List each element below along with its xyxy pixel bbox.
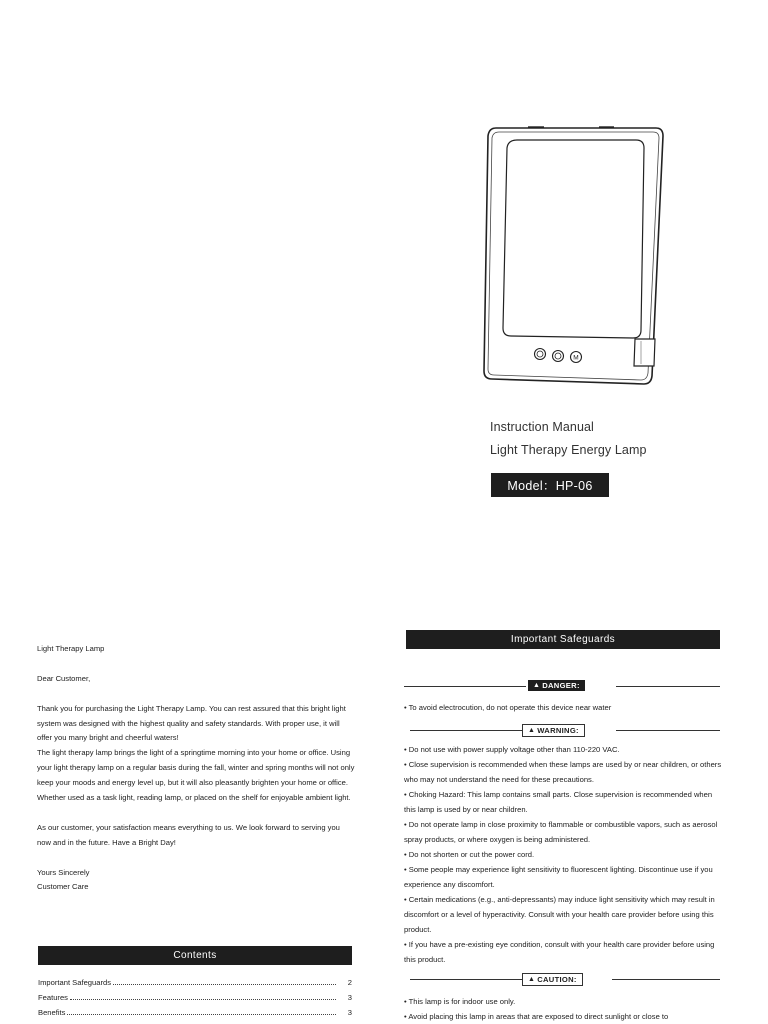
m-button-icon [571, 352, 582, 363]
toc-page: 3 [347, 1007, 352, 1017]
letter-heading: Light Therapy Lamp [37, 644, 105, 653]
toc-label: Benefits [38, 1007, 66, 1017]
warning-triangle-icon: ▲ [533, 682, 541, 689]
warning-triangle-icon: ▲ [528, 976, 536, 983]
lamp-illustration [470, 118, 680, 393]
toc-row[interactable] [38, 1006, 352, 1021]
toc-row[interactable] [38, 976, 352, 991]
letter-paragraph-2: The light therapy lamp brings the light of a springtime morning into your home or office. Using your light therapy lamp on a regular basis during the fall, winter and spring months will not only keep your moods and energy level up, but it will also pleasantly brighten your home or office. Whether used as a task light, reading lamp, or placed on the shelf for enjoyable ambient light. [37, 748, 355, 803]
danger-items [404, 700, 722, 715]
warning-label: ▲ WARNING: [522, 724, 585, 737]
letter-salutation: Dear Customer, [37, 673, 91, 683]
warning-item: • Some people may experience light sensitivity to fluorescent lighting. Discontinue use if you experience any discomfort. [404, 865, 713, 889]
toc-leader [113, 983, 336, 985]
toc-label: Important Safeguards [38, 978, 112, 987]
mode-button-icon [553, 351, 564, 362]
letter-paragraph-1: Thank you for purchasing the Light Therapy Lamp. You can rest assured that this bright light system was designed with the highest quality and safety standards. With proper use, it will offer you many bright and cheerful waters! [37, 703, 346, 743]
danger-divider [404, 680, 720, 692]
caution-items [404, 994, 722, 1024]
warning-triangle-icon: ▲ [528, 727, 536, 734]
danger-label: ▲ DANGER: [528, 680, 585, 691]
contents-heading: Contents [38, 946, 352, 965]
warning-item: • Certain medications (e.g., anti-depressants) may induce light sensitivity which may result in discomfort or a level of hyperactivity. Consult with your health care provider before using this product. [404, 895, 715, 934]
warning-item: • Do not shorten or cut the power cord. [404, 850, 535, 859]
safeguards-heading: Important Safeguards [406, 630, 720, 649]
m-button-label: M [573, 354, 579, 362]
caution-divider [404, 973, 720, 985]
warning-item: • Close supervision is recommended when these lamps are used by or near children, or others who may not understand the need for these precautions. [404, 760, 722, 784]
manual-title: Instruction Manual [490, 420, 594, 434]
welcome-letter [37, 642, 355, 895]
warning-item: • Do not operate lamp in close proximity to flammable or combustible vapors, such as aerosol spray products, or where oxygen is being administered. [404, 820, 718, 844]
warning-item: • If you have a pre-existing eye condition, consult with your health care provider before using this product. [404, 940, 715, 964]
caution-item: • This lamp is for indoor use only. [404, 997, 516, 1006]
power-button-icon [535, 349, 546, 360]
letter-signature: Customer Care [37, 882, 89, 892]
warning-item: • Do not use with power supply voltage other than 110-220 VAC. [404, 745, 620, 754]
model-badge: Model：HP-06 [491, 473, 609, 497]
warning-item: • Choking Hazard: This lamp contains small parts. Close supervision is recommended when this lamp is used by or near children. [404, 790, 713, 814]
caution-label: ▲ CAUTION: [522, 973, 583, 986]
warning-items [404, 742, 722, 967]
toc-row[interactable] [38, 991, 352, 1006]
toc-page: 3 [347, 992, 352, 1002]
toc-label: Features [38, 992, 68, 1002]
product-name: Light Therapy Energy Lamp [490, 443, 647, 457]
toc-leader [70, 998, 336, 1000]
letter-paragraph-3: As our customer, your satisfaction means everything to us. We look forward to serving you now and in the future. Have a Bright Day! [37, 822, 340, 847]
contents-list [38, 976, 352, 1021]
letter-closing: Yours Sincerely [37, 867, 90, 877]
toc-page: 2 [347, 978, 352, 987]
warning-divider [404, 724, 720, 736]
caution-item: • Avoid placing this lamp in areas that are exposed to direct sunlight or close to [404, 1012, 669, 1021]
danger-item: • To avoid electrocution, do not operate this device near water [404, 703, 612, 712]
toc-leader [67, 1013, 336, 1015]
